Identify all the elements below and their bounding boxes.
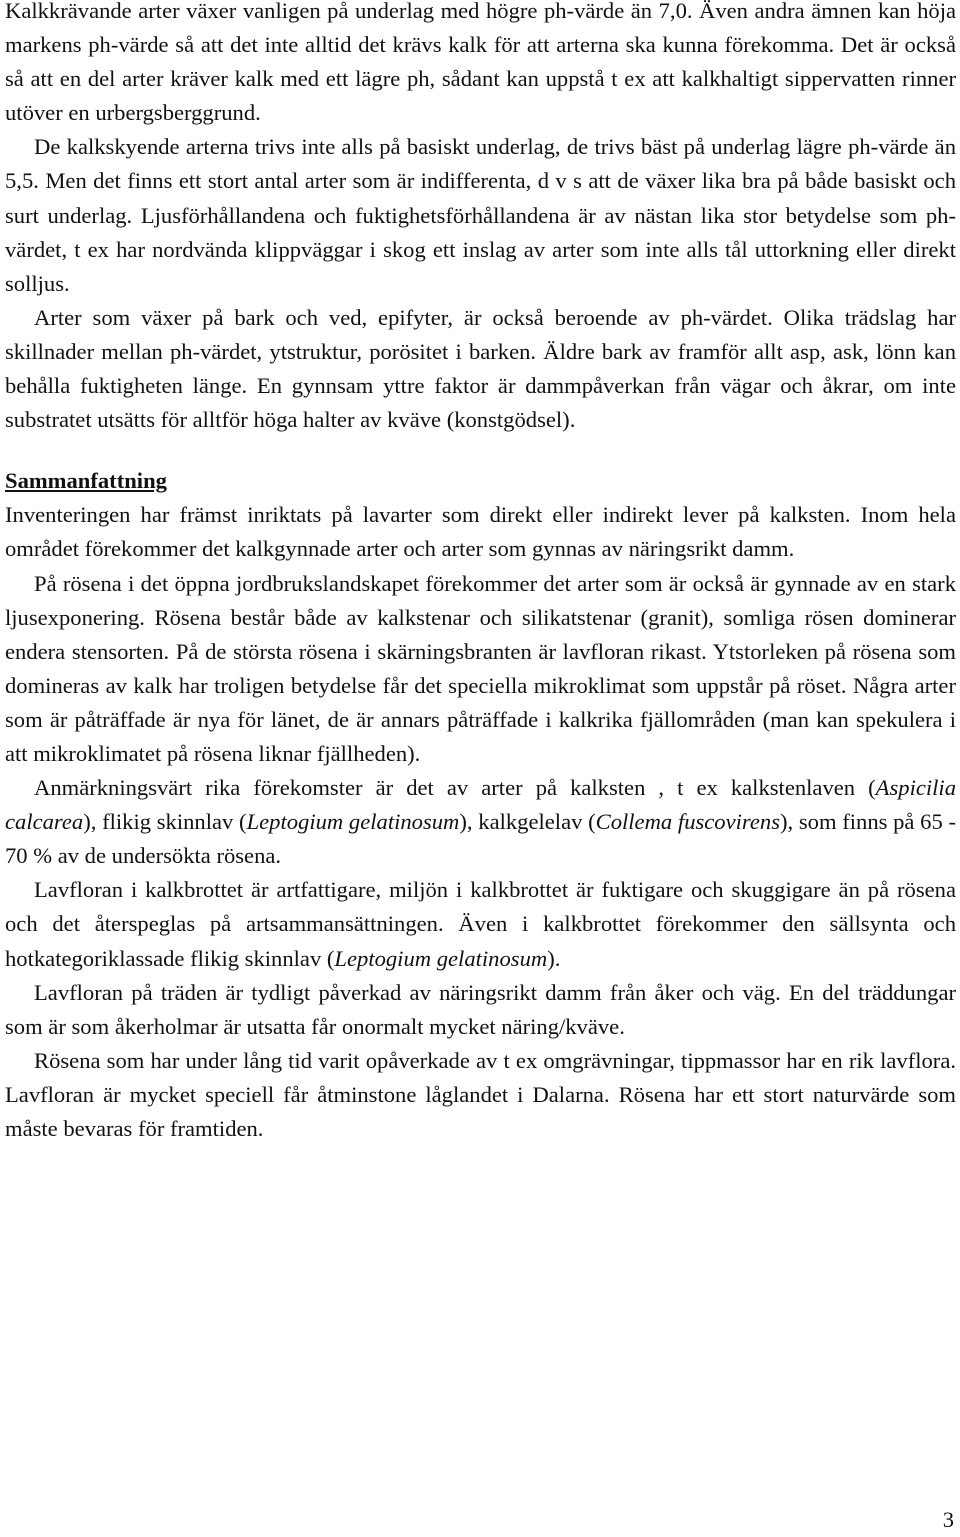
text-run: Anmärkningsvärt rika förekomster är det av arter på kalksten , t ex kalkstenlaven ( [34,775,876,801]
intro-paragraph-2: De kalkskyende arterna trivs inte alls på basiskt underlag, de trivs bäst på underlag lägre ph-värde än 5,5. Men det finns ett stort antal arter som är indifferenta, d v s att de växer lika bra på både basiskt och surt underlag. Ljusförhållandena och fuktighetsförhållandena är av nästan lika stor betydelse som ph-värdet, t ex har nordvända klippväggar i skog ett inslag av arter som inte alls tål uttorkning eller direkt solljus. [5,134,956,296]
summary-paragraph-4 [5,873,956,975]
text-run: Lavfloran i kalkbrottet är artfattigare, miljön i kalkbrottet är fuktigare och skuggigare än på rösena och det återspeglas på artsammansättningen. Även i kalkbrottet förekommer den sällsynta och hotkategoriklassade flikig skinnlav ( [5,877,956,971]
species-name: Leptogium gelatinosum [246,809,460,835]
summary-paragraph-2: På rösena i det öppna jordbrukslandskapet förekommer det arter som är också är gynnade av en stark ljusexponering. Rösena består både av kalkstenar och silikatstenar (granit), somliga rösen dominerar endera stensorten. På de största rösena i skärningsbranten är lavfloran rikast. Ytstorleken på rösena som domineras av kalk har troligen betydelse får det speciella mikroklimat som uppstår på röset. Några arter som är påträffade är nya för länet, de är annars påträffade i kalkrika fjällområden (man kan spekulera i att mikroklimatet på rösena liknar fjällheden). [5,570,956,766]
summary-paragraph-1: Inventeringen har främst inriktats på lavarter som direkt eller indirekt lever på kalksten. Inom hela området förekommer det kalkgynnade arter och arter som gynnas av näringsrikt damm. [5,502,956,562]
species-name: Aspicilia calcarea [5,775,956,835]
intro-paragraph-3: Arter som växer på bark och ved, epifyter, är också beroende av ph-värdet. Olika trädslag har skillnader mellan ph-värdet, ytstruktur, porösitet i barken. Äldre bark av framför allt asp, ask, lönn kan behålla fuktigheten länge. En gynnsam yttre faktor är dammpåverkan från vägar och åkrar, om inte substratet utsätts för alltför höga halter av kväve (konstgödsel). [5,304,956,433]
summary-paragraph-6: Rösena som har under lång tid varit opåverkade av t ex omgrävningar, tippmassor har en rik lavflora. Lavfloran är mycket speciell får åtminstone låglandet i Dalarna. Rösena har ett stort naturvärde som måste bevaras för framtiden. [5,1047,956,1141]
species-name: Leptogium gelatinosum [334,945,548,971]
species-name: Collema fuscovirens [595,809,780,835]
document-page [5,0,956,1146]
text-run: ), som finns på 65 - 70 % av de undersökta rösena. [5,809,956,869]
summary-paragraph-5: Lavfloran på träden är tydligt påverkad av näringsrikt damm från åker och väg. En del träddungar som är som åkerholmar är utsatta får onormalt mycket näring/kväve. [5,979,956,1039]
page-number: 3 [942,1507,954,1532]
section-heading-summary: Sammanfattning [5,468,167,494]
intro-paragraph-1: Kalkkrävande arter växer vanligen på underlag med högre ph-värde än 7,0. Även andra ämnen kan höja markens ph-värde så att det inte alltid det krävs kalk för att arterna ska kunna förekomma. Det är också så att en del arter kräver kalk med ett lägre ph, sådant kan uppstå t ex att kalkhaltigt sippervatten rinner utöver en urbergsberggrund. [5,0,956,126]
summary-paragraph-3 [5,771,956,873]
text-run: ). [547,945,561,971]
text-run: ), flikig skinnlav ( [83,809,247,835]
text-run: ), kalkgelelav ( [459,809,596,835]
